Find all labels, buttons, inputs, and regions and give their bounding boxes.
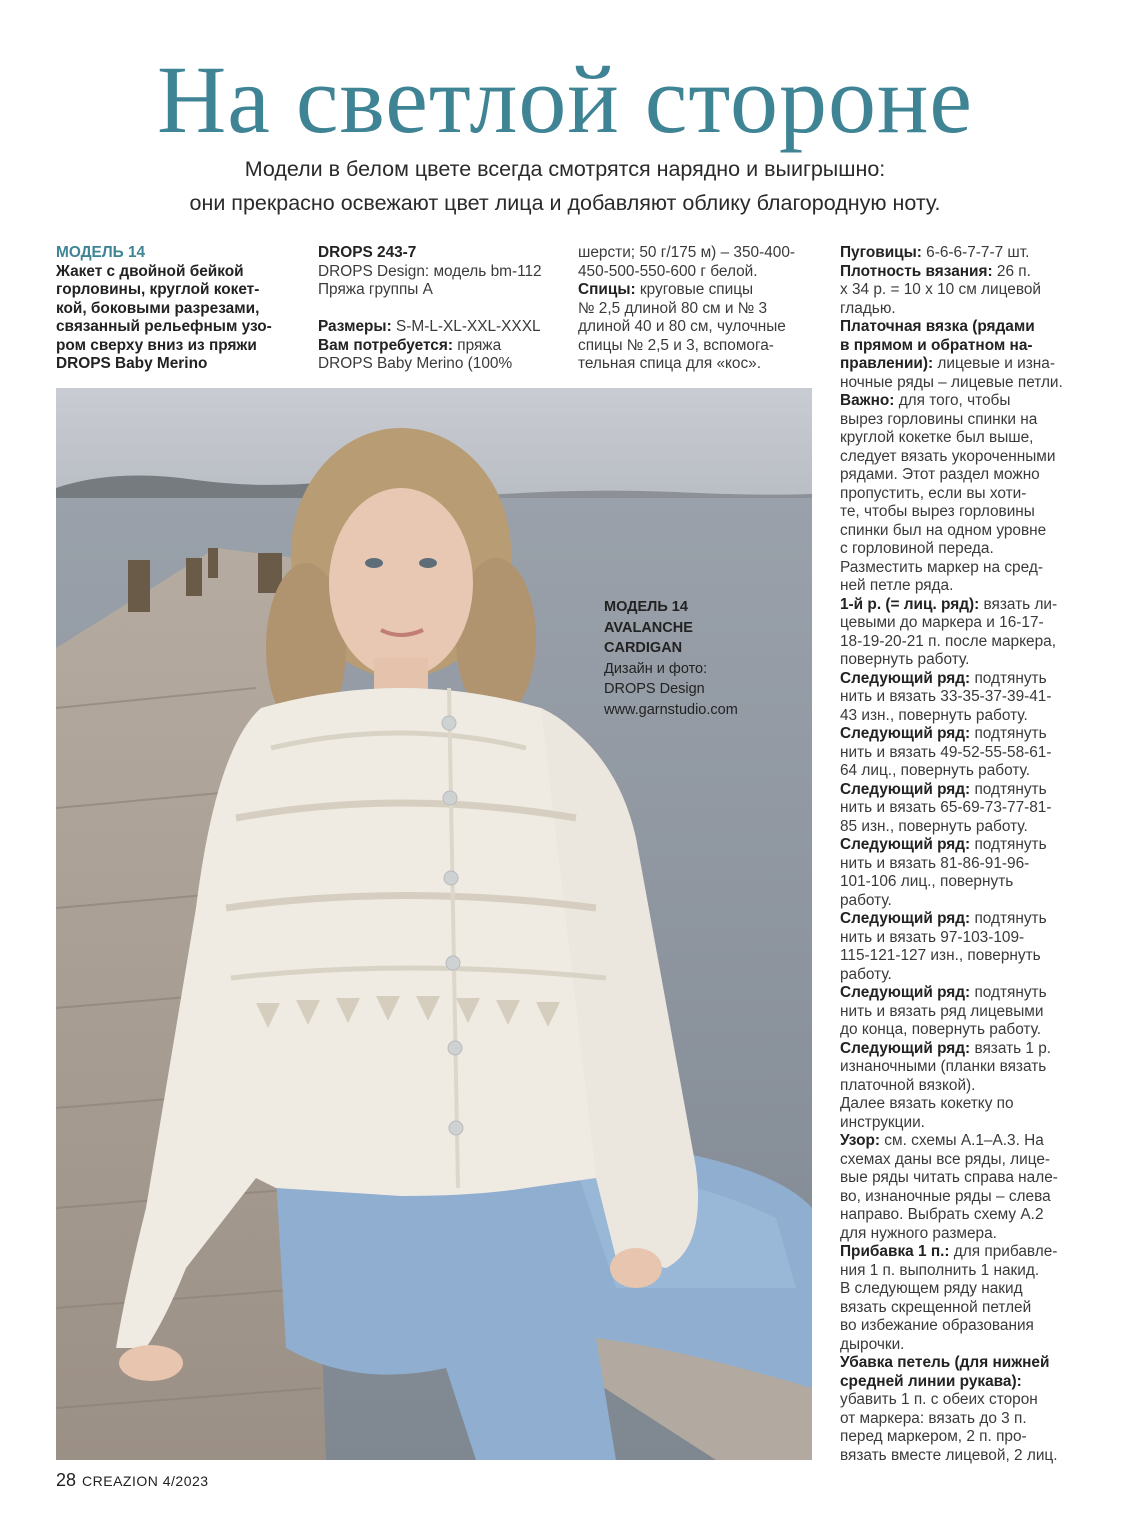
increase-label: Прибавка 1 п.:	[840, 1243, 950, 1260]
subtitle-line-1: Модели в белом цвете всегда смотрятся нарядно и выигрышно:	[244, 157, 886, 181]
need-line-2: DROPS Baby Merino (100%	[318, 355, 513, 372]
text-line: Далее вязать кокетку по	[840, 1095, 1014, 1112]
text-line: вязать скрещенной петлей	[840, 1298, 1032, 1316]
text-line: нить и вязать ряд лицевыми	[840, 1002, 1044, 1020]
materials-column	[578, 244, 828, 374]
text-line: Разместить маркер на сред-	[840, 558, 1043, 576]
text-line: нить и вязать 81-86-91-96-	[840, 854, 1030, 872]
text-line: 450-500-550-600 г белой.	[578, 262, 758, 280]
garter-heading: в прямом и обратном на-	[840, 336, 1033, 354]
text-line: ночные ряды – лицевые петли.	[840, 373, 1063, 391]
pattern-lines	[840, 1151, 1090, 1244]
text-line: те, чтобы вырез горловины	[840, 503, 1035, 520]
drops-code: DROPS 243-7	[318, 244, 417, 261]
text-line: рядами. Этот раздел можно	[840, 466, 1040, 483]
text-line: работу.	[840, 891, 892, 909]
text-line: нить и вязать 97-103-109-	[840, 928, 1025, 946]
text-line: платочной вязкой).	[840, 1076, 976, 1094]
text-line: направо. Выбрать схему А.2	[840, 1206, 1044, 1223]
caption-name: AVALANCHE	[604, 619, 693, 636]
page-title: На светлой стороне	[156, 46, 974, 153]
magazine-issue: CREAZION 4/2023	[82, 1473, 209, 1489]
next-row-value: подтянуть	[970, 910, 1047, 927]
next-row-lines	[840, 855, 1090, 911]
next-row-label: Следующий ряд:	[840, 836, 971, 853]
model-desc-line: кой, боковыми разрезами,	[56, 299, 260, 317]
text-line: изнаночными (планки вязать	[840, 1058, 1047, 1075]
next-row-label: Следующий ряд:	[840, 984, 971, 1001]
caption-name: CARDIGAN	[604, 640, 683, 656]
text-line: спицы № 2,5 и 3, вспомога-	[578, 336, 774, 354]
text-line: гладью.	[840, 299, 896, 317]
design-line: DROPS Design: модель bm-112	[318, 262, 542, 280]
density-value: 26 п.	[992, 262, 1031, 280]
caption-credit: DROPS Design	[604, 681, 705, 697]
row1-label: 1-й р. (= лиц. ряд):	[840, 595, 980, 613]
important-value: для того, чтобы	[894, 392, 1011, 409]
next-row-label: Следующий ряд:	[840, 780, 971, 798]
model-desc-line: Жакет с двойной бейкой	[56, 262, 244, 280]
text-line: шерсти; 50 г/175 м) – 350-400-	[578, 244, 796, 261]
next-row-label: Следующий ряд:	[840, 669, 971, 687]
text-line: инструкции.	[840, 1113, 925, 1131]
next-row-lines	[840, 929, 1090, 985]
text-line: 85 изн., повернуть работу.	[840, 817, 1028, 835]
next-row-lines	[840, 1003, 1090, 1040]
pattern-value: см. схемы А.1–А.3. На	[880, 1132, 1044, 1149]
text-line: для нужного размера.	[840, 1224, 997, 1242]
text-line: тельная спица для «кос».	[578, 355, 761, 372]
text-line: до конца, повернуть работу.	[840, 1021, 1042, 1038]
needles-label: Спицы:	[578, 281, 636, 298]
text-line: схемах даны все ряды, лице-	[840, 1150, 1051, 1168]
sizes-label: Размеры:	[318, 318, 392, 335]
page-footer	[56, 1470, 209, 1491]
model-desc-line: DROPS Baby Merino	[56, 355, 208, 372]
text-line: вырез горловины спинки на	[840, 410, 1038, 428]
text-line: № 2,5 длиной 80 см и № 3	[578, 299, 768, 317]
text-line: цевыми до маркера и 16-17-	[840, 614, 1044, 631]
increase-lines	[840, 1262, 1090, 1355]
text-line: нить и вязать 33-35-37-39-41-	[840, 688, 1052, 705]
text-line: В следующем ряду накид	[840, 1280, 1023, 1297]
yarn-group: Пряжа группы А	[318, 281, 433, 298]
drops-info-column	[318, 244, 563, 374]
garter-heading: правлении):	[840, 355, 934, 372]
increase-value: для прибавле-	[949, 1243, 1058, 1260]
text-line: х 34 р. = 10 х 10 см лицевой	[840, 281, 1041, 298]
next-row-lines	[840, 744, 1090, 781]
text-line: вые ряды читать справа нале-	[840, 1169, 1058, 1186]
need-line	[318, 337, 563, 356]
next-row-value: вязать 1 р.	[970, 1039, 1052, 1057]
density-label: Плотность вязания:	[840, 262, 993, 280]
sizes-line	[318, 318, 563, 337]
photo-caption	[604, 597, 804, 720]
next-row-value: подтянуть	[970, 669, 1047, 687]
next-row-lines	[840, 799, 1090, 836]
text-line: от маркера: вязать до 3 п.	[840, 1409, 1027, 1427]
text-line: спинки был на одном уровне	[840, 521, 1047, 539]
instructions-column	[840, 244, 1090, 1465]
next-row-lines	[840, 688, 1090, 725]
model-desc-line: связанный рельефным узо-	[56, 318, 272, 335]
buttons-value: 6-6-6-7-7-7 шт.	[921, 244, 1030, 261]
text-line: нить и вязать 65-69-73-77-81-	[840, 799, 1052, 816]
model-intro-column	[56, 244, 296, 374]
text-line: во избежание образования	[840, 1317, 1034, 1334]
text-line: пропустить, если вы хоти-	[840, 484, 1027, 502]
model-desc-line: горловины, круглой кокет-	[56, 281, 260, 298]
row1-value: вязать ли-	[979, 595, 1058, 613]
text-line: длиной 40 и 80 см, чулочные	[578, 318, 786, 335]
decrease-lines	[840, 1391, 1090, 1465]
text-line: перед маркером, 2 п. про-	[840, 1428, 1027, 1445]
text-line: с горловиной переда.	[840, 540, 994, 557]
next-row-label: Следующий ряд:	[840, 1039, 971, 1057]
text-line: убавить 1 п. с обеих сторон	[840, 1391, 1038, 1408]
model-desc-line: ром сверху вниз из пряжи	[56, 336, 257, 354]
row1-lines	[840, 614, 1090, 670]
next-row-label: Следующий ряд:	[840, 725, 971, 742]
text-line: следует вязать укороченными	[840, 447, 1056, 465]
text-line: работу.	[840, 965, 892, 983]
sizes-value: S-M-L-XL-XXL-XXXL	[391, 318, 541, 335]
need-value: пряжа	[452, 336, 502, 354]
decrease-heading: Убавка петель (для нижней	[840, 1354, 1050, 1371]
text-line: 101-106 лиц., повернуть	[840, 873, 1014, 890]
text-line: вязать вместе лицевой, 2 лиц.	[840, 1446, 1058, 1464]
pattern-label: Узор:	[840, 1132, 881, 1149]
caption-url: www.garnstudio.com	[604, 701, 738, 718]
text-line: повернуть работу.	[840, 651, 970, 668]
model-photo	[56, 388, 812, 1460]
important-lines	[840, 411, 1090, 596]
text-line: ней петле ряда.	[840, 577, 954, 594]
garter-heading: Платочная вязка (рядами	[840, 318, 1035, 335]
next-row-lines	[840, 1058, 1090, 1132]
garter-value: лицевые и изна-	[933, 355, 1055, 372]
caption-credit: Дизайн и фото:	[604, 660, 708, 677]
text-line: круглой кокетке был выше,	[840, 429, 1034, 446]
next-row-label: Следующий ряд:	[840, 910, 971, 927]
model-label: МОДЕЛЬ 14	[56, 244, 146, 261]
text-line: нить и вязать 49-52-55-58-61-	[840, 743, 1052, 761]
text-line: 64 лиц., повернуть работу.	[840, 762, 1030, 779]
decrease-heading: средней линии рукава):	[840, 1372, 1022, 1390]
buttons-label: Пуговицы:	[840, 244, 922, 261]
text-line: ния 1 п. выполнить 1 накид.	[840, 1261, 1040, 1279]
subtitle-line-2: они прекрасно освежают цвет лица и добавляют облику благородную ноту.	[189, 191, 941, 215]
text-line: во, изнаночные ряды – слева	[840, 1187, 1051, 1205]
text-line: 43 изн., повернуть работу.	[840, 706, 1028, 724]
important-label: Важно:	[840, 392, 895, 409]
needles-value: круговые спицы	[635, 281, 754, 298]
next-row-value: подтянуть	[970, 725, 1047, 742]
page-number: 28	[56, 1470, 77, 1490]
text-line: 18-19-20-21 п. после маркера,	[840, 632, 1056, 650]
next-row-value: подтянуть	[970, 780, 1047, 798]
next-row-value: подтянуть	[970, 984, 1047, 1001]
text-line: дырочки.	[840, 1335, 905, 1353]
needles-line	[578, 281, 828, 300]
need-label: Вам потребуется:	[318, 336, 453, 354]
next-row-value: подтянуть	[970, 836, 1047, 853]
text-line: 115-121-127 изн., повернуть	[840, 947, 1041, 964]
caption-model: МОДЕЛЬ 14	[604, 599, 688, 615]
